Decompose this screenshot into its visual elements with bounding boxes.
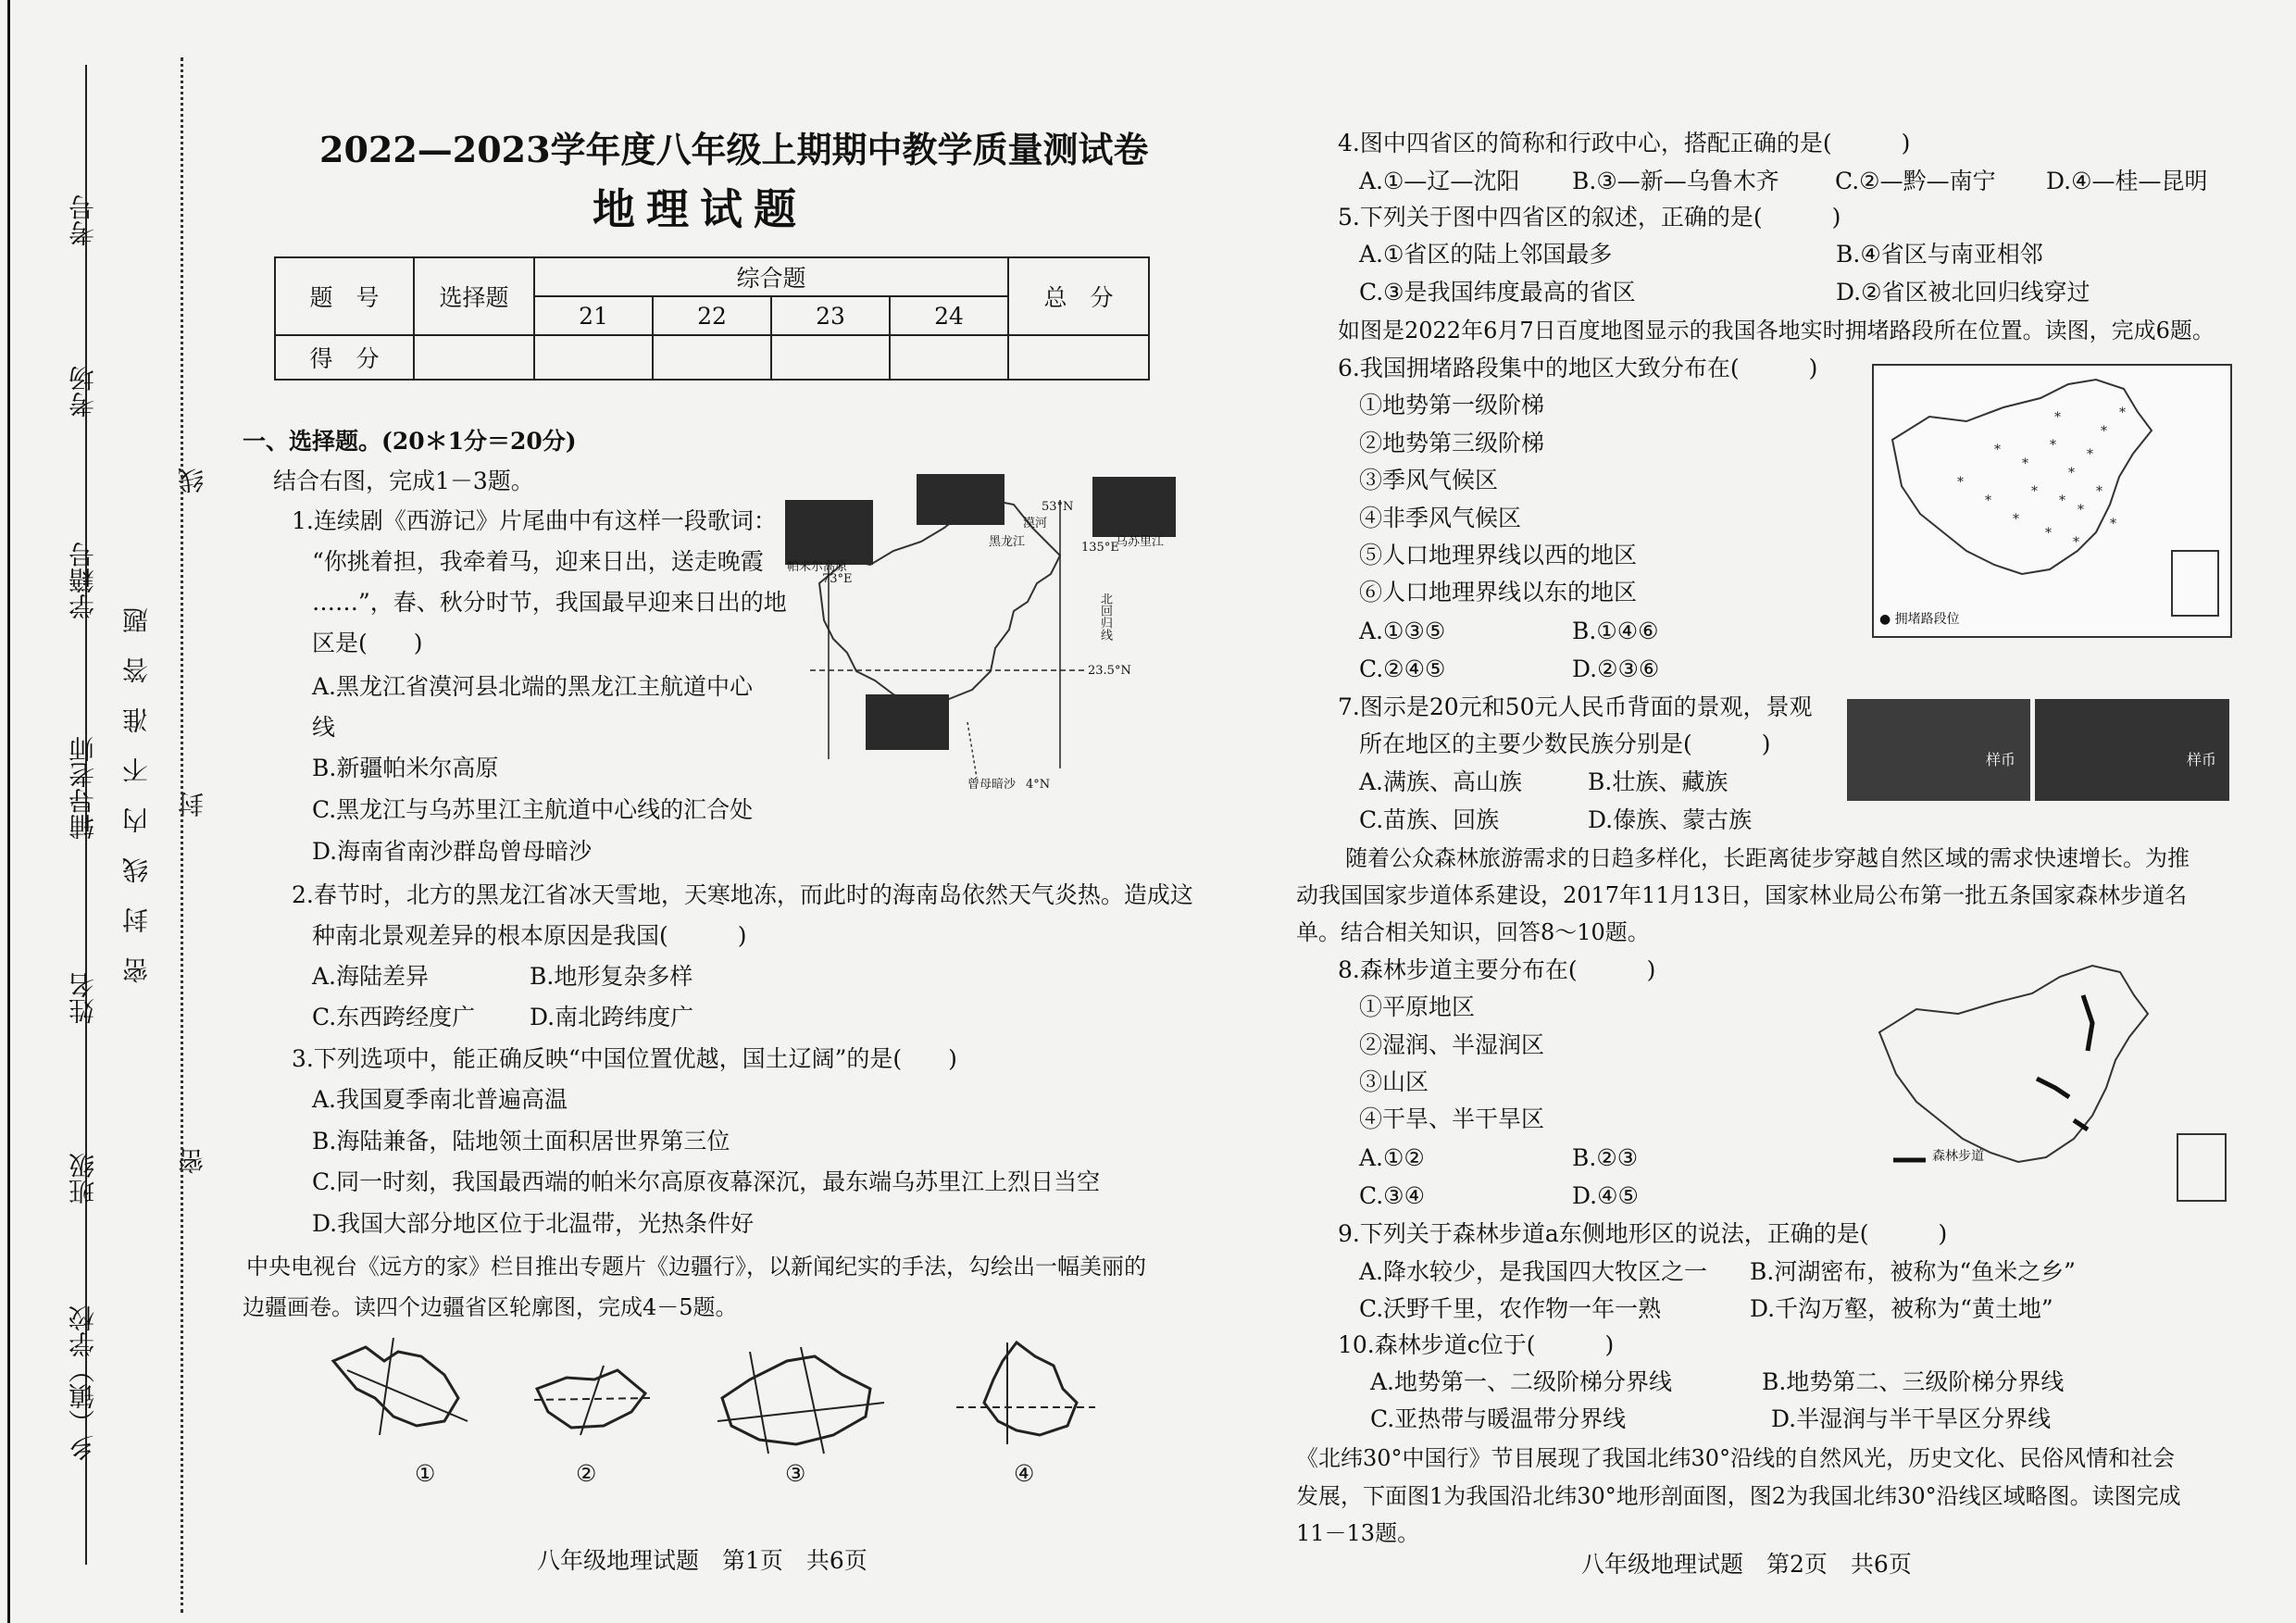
svg-text:*: * [2022, 456, 2028, 471]
label-class: 班级 [68, 1153, 98, 1205]
score-cell-choice[interactable] [414, 335, 534, 380]
q8-item-1: ①平原地区 [1359, 993, 1476, 1020]
q5-option-c: C.③是我国纬度最高的省区 [1359, 279, 1636, 306]
photo-zengmu [866, 694, 949, 750]
score-cell-22[interactable] [653, 335, 771, 380]
q6-item-4: ④非季风气候区 [1359, 505, 1522, 531]
q1-line-3: ……”，春、秋分时节，我国最早迎来日出的地 [312, 589, 787, 616]
forest-trail-map [1870, 958, 2236, 1213]
svg-text:*: * [2073, 535, 2079, 550]
q1-line-4: 区是( ) [312, 630, 423, 656]
q7-option-b: B.壮族、藏族 [1588, 768, 1728, 795]
q10-stem: 10.森林步道c位于( ) [1338, 1331, 1615, 1358]
q6-option-d: D.②③⑥ [1572, 655, 1660, 682]
q6-item-2: ②地势第三级阶梯 [1359, 430, 1545, 456]
q10-option-d: D.半湿润与半干旱区分界线 [1771, 1405, 2052, 1432]
seal-notice: 密封线内不准答题 [121, 583, 152, 983]
score-header-choice: 选择题 [414, 257, 534, 335]
province-outline-1 [329, 1333, 486, 1444]
q2-option-c: C.东西跨经度广 [312, 1004, 476, 1030]
q6-item-5: ⑤人口地理界线以西的地区 [1359, 542, 1638, 568]
score-col-21: 21 [534, 296, 653, 335]
q9-option-c: C.沃野千里，农作物一年一熟 [1359, 1295, 1662, 1322]
intro-q11-13-line-3: 11－13题。 [1296, 1520, 1420, 1546]
province-label-1: ① [415, 1460, 436, 1487]
q1-option-d: D.海南省南沙群岛曾母暗沙 [312, 838, 593, 865]
svg-text:*: * [2110, 517, 2116, 531]
label-student-id: 学籍号 [68, 542, 98, 619]
q1-line-1: 1.连续剧《西游记》片尾曲中有这样一段歌词： [292, 507, 777, 534]
photo-wusuli [1092, 477, 1176, 537]
map1-label-zengmu: 曾母暗沙 [967, 778, 1017, 792]
subject-title: 地理试题 [593, 184, 807, 234]
map1-label-wusuli: 乌苏里江 [1116, 535, 1165, 549]
svg-text:*: * [1957, 475, 1964, 490]
congestion-map-legend: ● 拥堵路段位 [1879, 612, 1960, 627]
score-cell-21[interactable] [534, 335, 653, 380]
svg-text:*: * [2013, 512, 2019, 527]
q1-option-b: B.新疆帕米尔高原 [312, 755, 499, 781]
intro-q8-10-line-3: 单。结合相关知识，回答8～10题。 [1296, 919, 1650, 945]
svg-text:*: * [2096, 484, 2103, 499]
q8-option-d: D.④⑤ [1572, 1182, 1639, 1209]
banknote-20-label: 样币 [1986, 751, 2016, 768]
seal-mark-line: 线 [177, 468, 207, 493]
seal-mark-seal: 封 [177, 792, 207, 818]
q8-option-b: B.②③ [1572, 1144, 1639, 1171]
q5-option-a: A.①省区的陆上邻国最多 [1359, 241, 1613, 268]
q1-option-a: A.黑龙江省漠河县北端的黑龙江主航道中心 [312, 673, 754, 700]
intro-q11-13-line-1: 《北纬30°中国行》节目展现了我国北纬30°沿线的自然风光，历史文化、民俗风情和社会 [1296, 1445, 2176, 1471]
intro-q8-10-line-1: 随着公众森林旅游需求的日趋多样化，长距离徒步穿越自然区域的需求快速增长。为推 [1345, 845, 2190, 871]
intro-q4-5-line-2: 边疆画卷。读四个边疆省区轮廓图，完成4－5题。 [243, 1294, 738, 1320]
margin-edge-line [7, 0, 10, 1623]
footer-page-1: 八年级地理试题 第1页 共6页 [537, 1547, 867, 1574]
score-cell-24[interactable] [890, 335, 1008, 380]
q9-option-a: A.降水较少，是我国四大牧区之一 [1359, 1258, 1708, 1285]
score-col-23: 23 [771, 296, 890, 335]
intro-q6: 如图是2022年6月7日百度地图显示的我国各地实时拥堵路段所在位置。读图，完成6题。 [1338, 318, 2215, 343]
q5-option-d: D.②省区被北回归线穿过 [1836, 279, 2090, 306]
footer-page-2: 八年级地理试题 第2页 共6页 [1581, 1551, 1912, 1578]
q7-option-c: C.苗族、回族 [1359, 806, 1500, 833]
q3-option-c: C.同一时刻，我国最西端的帕米尔高原夜幕深沉，最东端乌苏里江上烈日当空 [312, 1168, 1101, 1195]
svg-text:*: * [2068, 466, 2075, 481]
q4-option-a: A.①—辽—沈阳 [1359, 168, 1520, 194]
province-outline-3 [713, 1342, 889, 1458]
binding-margin [0, 0, 222, 1623]
svg-text:*: * [2059, 493, 2065, 508]
q1-option-a-cont: 线 [312, 714, 336, 741]
score-col-24: 24 [890, 296, 1008, 335]
q3-stem: 3.下列选项中，能正确反映“中国位置优越，国土辽阔”的是( ) [292, 1045, 957, 1072]
q10-option-b: B.地势第二、三级阶梯分界线 [1762, 1368, 2065, 1395]
q4-option-b: B.③—新—乌鲁木齐 [1572, 168, 1779, 194]
svg-text:*: * [2050, 438, 2056, 453]
q2-option-a: A.海陆差异 [312, 963, 430, 990]
map1-label-4n: 4°N [1026, 778, 1051, 792]
q8-item-3: ③山区 [1359, 1068, 1429, 1095]
score-header-comprehensive: 综合题 [534, 257, 1008, 296]
svg-text:*: * [2054, 410, 2061, 425]
map1-label-mohe: 漠河 [1023, 517, 1048, 531]
score-header-total: 总 分 [1008, 257, 1149, 335]
intro-q11-13-line-2: 发展，下面图1为我国沿北纬30°地形剖面图，图2为我国北纬30°沿线区域略图。读图完成 [1296, 1483, 2181, 1509]
exam-title: 2022—2023学年度八年级上期期中教学质量测试卷 [319, 129, 1149, 170]
svg-text:*: * [2078, 503, 2084, 518]
map1-label-73e: 73°E [822, 572, 853, 586]
svg-text:*: * [1985, 493, 1991, 508]
map1-label-heilongjiang: 黑龙江 [989, 535, 1026, 549]
banknote-50-label: 样币 [2187, 751, 2217, 768]
q6-item-3: ③季风气候区 [1359, 467, 1499, 493]
q6-option-a: A.①③⑤ [1359, 618, 1446, 644]
q9-option-d: D.千沟万壑，被称为“黄土地” [1750, 1295, 2053, 1322]
photo-heilongjiang [917, 474, 1004, 525]
label-exam-room: 考场 [68, 366, 98, 418]
score-col-22: 22 [653, 296, 771, 335]
q8-option-c: C.③④ [1359, 1182, 1426, 1209]
map1-label-53n: 53°N [1042, 500, 1074, 514]
q2-option-b: B.地形复杂多样 [530, 963, 693, 990]
svg-text:*: * [2087, 447, 2093, 462]
photo-sunrise-west [785, 500, 873, 565]
cut-line [181, 57, 183, 1613]
intro-q4-5-line-1: 中央电视台《远方的家》栏目推出专题片《边疆行》，以新闻纪实的手法，勾绘出一幅美丽的 [246, 1254, 1146, 1280]
q2-option-d: D.南北跨纬度广 [530, 1004, 694, 1030]
q6-option-b: B.①④⑥ [1572, 618, 1659, 644]
score-row-label: 得 分 [275, 335, 414, 380]
svg-text:*: * [2119, 406, 2126, 420]
intro-q8-10-line-2: 动我国国家步道体系建设，2017年11月13日，国家林业局公布第一批五条国家森林步道名 [1296, 882, 2188, 908]
seal-mark-secret: 密 [177, 1148, 207, 1174]
svg-text:*: * [2101, 424, 2107, 439]
label-name: 姓名 [68, 972, 98, 1024]
province-outline-4 [952, 1338, 1100, 1449]
q5-stem: 5.下列关于图中四省区的叙述，正确的是( ) [1338, 204, 1841, 231]
map1-label-tropic: 北回归线 [1098, 593, 1112, 641]
q1-line-2: “你挑着担，我牵着马，迎来日出，送走晚霞 [312, 548, 764, 575]
map1-label-pamir: 帕米尔高原 [787, 560, 848, 574]
svg-text:*: * [1994, 443, 2001, 457]
label-tutor: 辅导老师 [68, 736, 98, 840]
q8-item-2: ②湿润、半湿润区 [1359, 1031, 1545, 1058]
q2-line-1: 2.春节时，北方的黑龙江省冰天雪地，天寒地冻，而此时的海南岛依然天气炎热。造成这 [292, 881, 1193, 908]
q3-option-d: D.我国大部分地区位于北温带，光热条件好 [312, 1210, 755, 1237]
score-cell-total[interactable] [1008, 335, 1149, 380]
q2-line-2: 种南北景观差异的根本原因是我国( ) [312, 922, 747, 949]
map1-label-135e: 135°E [1081, 541, 1119, 555]
q6-item-1: ①地势第一级阶梯 [1359, 392, 1545, 418]
province-label-2: ② [576, 1460, 597, 1487]
q5-option-b: B.④省区与南亚相邻 [1836, 241, 2043, 268]
q7-line-1: 7.图示是20元和50元人民币背面的景观，景观 [1338, 693, 1813, 720]
q3-option-a: A.我国夏季南北普遍高温 [312, 1086, 568, 1113]
q6-item-6: ⑥人口地理界线以东的地区 [1359, 579, 1638, 606]
label-exam-number: 考号 [68, 194, 98, 246]
q4-stem: 4.图中四省区的简称和行政中心，搭配正确的是( ) [1338, 130, 1911, 156]
svg-text:*: * [2031, 484, 2038, 499]
q9-option-b: B.河湖密布，被称为“鱼米之乡” [1750, 1258, 2076, 1285]
section-heading: 一、选择题。(20＊1分＝20分) [243, 428, 577, 455]
q7-line-2: 所在地区的主要少数民族分别是( ) [1359, 730, 1771, 757]
forest-trail-legend: 森林步道 [1932, 1149, 1984, 1164]
q1-option-c: C.黑龙江与乌苏里江主航道中心线的汇合处 [312, 796, 754, 823]
province-outline-2 [530, 1361, 655, 1440]
score-header-number: 题 号 [275, 257, 414, 335]
q10-option-a: A.地势第一、二级阶梯分界线 [1370, 1368, 1673, 1395]
q6-stem: 6.我国拥堵路段集中的地区大致分布在( ) [1338, 355, 1818, 381]
q3-option-b: B.海陆兼备，陆地领土面积居世界第三位 [312, 1128, 730, 1155]
q7-option-d: D.傣族、蒙古族 [1588, 806, 1753, 833]
map1-label-23n: 23.5°N [1088, 664, 1131, 678]
intro-q1-3: 结合右图，完成1－3题。 [273, 468, 534, 494]
q8-item-4: ④干旱、半干旱区 [1359, 1105, 1545, 1132]
q4-option-c: C.②—黔—南宁 [1835, 168, 1996, 194]
q8-stem: 8.森林步道主要分布在( ) [1338, 956, 1656, 983]
q8-option-a: A.①② [1359, 1144, 1425, 1171]
q10-option-c: C.亚热带与暖温带分界线 [1370, 1405, 1627, 1432]
score-table [274, 256, 1150, 381]
congestion-map-graphic [1874, 366, 2230, 636]
province-label-3: ③ [785, 1460, 806, 1487]
q4-option-d: D.④—桂—昆明 [2046, 168, 2208, 194]
q6-option-c: C.②④⑤ [1359, 655, 1446, 682]
province-label-4: ④ [1014, 1460, 1035, 1487]
score-cell-23[interactable] [771, 335, 890, 380]
q9-stem: 9.下列关于森林步道a东侧地形区的说法，正确的是( ) [1338, 1220, 1948, 1247]
q7-option-a: A.满族、高山族 [1359, 768, 1523, 795]
svg-text:*: * [2045, 526, 2052, 541]
congestion-map [1872, 364, 2232, 638]
label-school: 乡（镇）学校 [68, 1305, 98, 1461]
